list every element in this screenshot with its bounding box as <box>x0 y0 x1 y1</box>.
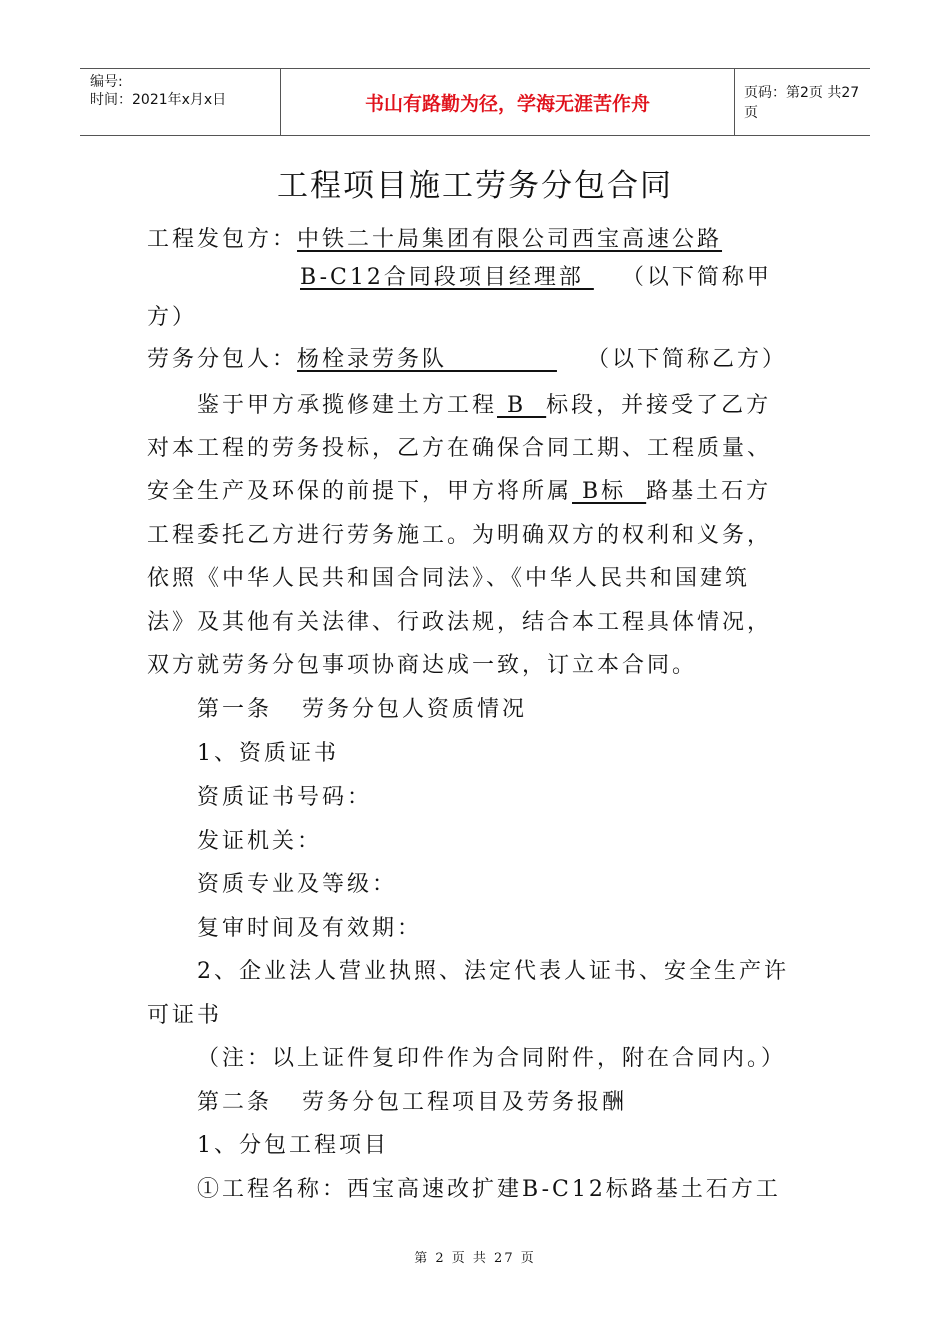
party-a-name-line1: 中铁二十局集团有限公司西宝高速公路 <box>297 227 723 252</box>
preamble-text: 路基土石方 <box>646 479 772 504</box>
party-a-suffix: （以下简称甲 <box>621 265 772 290</box>
preamble-line3 <box>147 474 771 505</box>
grade-label: 资质专业及等级： <box>197 872 398 897</box>
review-label: 复审时间及有效期： <box>197 916 423 941</box>
preamble-text: 标段，并接受了乙方 <box>546 393 772 418</box>
project-name-line: ①工程名称：西宝高速改扩建B-C12标路基土石方工 <box>197 1177 781 1202</box>
header-page-info: 页码：第2页 共27页 <box>744 85 860 121</box>
party-a-name-line2: B-C12合同段项目经理部 <box>300 265 594 290</box>
preamble-line5: 依照《中华人民共和国合同法》、《中华人民共和国建筑 <box>147 566 751 591</box>
preamble-line1 <box>197 388 771 419</box>
party-b-name: 杨栓录劳务队 <box>297 347 557 372</box>
preamble-blank-section: B标 <box>572 479 647 504</box>
issuer-label: 发证机关： <box>197 829 323 854</box>
document-number-label: 编号: <box>90 74 123 90</box>
party-a-line2 <box>300 260 772 291</box>
article2-item1: 1、分包工程项目 <box>197 1133 389 1158</box>
header-motto: 书山有路勤为径，学海无涯苦作舟 <box>281 69 735 135</box>
article1-item2-line2: 可证书 <box>147 1003 223 1028</box>
preamble-line2: 对本工程的劳务投标，乙方在确保合同工期、工程质量、 <box>147 436 773 461</box>
preamble-line7: 双方就劳务分包事项协商达成一致，订立本合同。 <box>147 653 698 678</box>
party-a-line1 <box>147 222 722 253</box>
article2-heading: 第二条 劳务分包工程项目及劳务报酬 <box>197 1090 627 1115</box>
article1-heading: 第一条 劳务分包人资质情况 <box>197 697 527 722</box>
page-footer: 第 2 页 共 27 页 <box>414 1251 536 1266</box>
party-b-line <box>147 342 787 373</box>
party-b-label: 劳务分包人： <box>147 347 298 372</box>
article1-item1: 1、资质证书 <box>197 741 339 766</box>
preamble-text: 鉴于甲方承揽修建土方工程 <box>197 393 498 418</box>
party-a-wrap: 方） <box>147 305 198 330</box>
article1-item2-line1: 2、企业法人营业执照、法定代表人证书、安全生产许 <box>197 959 789 984</box>
header-meta-cell <box>80 69 281 135</box>
preamble-text: 安全生产及环保的前提下，甲方将所属 <box>147 479 573 504</box>
party-b-suffix: （以下简称乙方） <box>586 347 787 372</box>
certificate-number-label: 资质证书号码： <box>197 785 373 810</box>
document-title: 工程项目施工劳务分包合同 <box>277 168 673 204</box>
document-time-label: 时间：2021年x月x日 <box>90 92 227 108</box>
preamble-line4: 工程委托乙方进行劳务施工。为明确双方的权利和义务， <box>147 523 773 548</box>
header-table <box>80 68 870 136</box>
preamble-line6: 法》及其他有关法律、行政法规，结合本工程具体情况， <box>147 610 773 635</box>
article1-note: （注：以上证件复印件作为合同附件，附在合同内。） <box>197 1046 787 1071</box>
preamble-blank-section: B <box>497 393 547 418</box>
party-a-label: 工程发包方： <box>147 227 298 252</box>
